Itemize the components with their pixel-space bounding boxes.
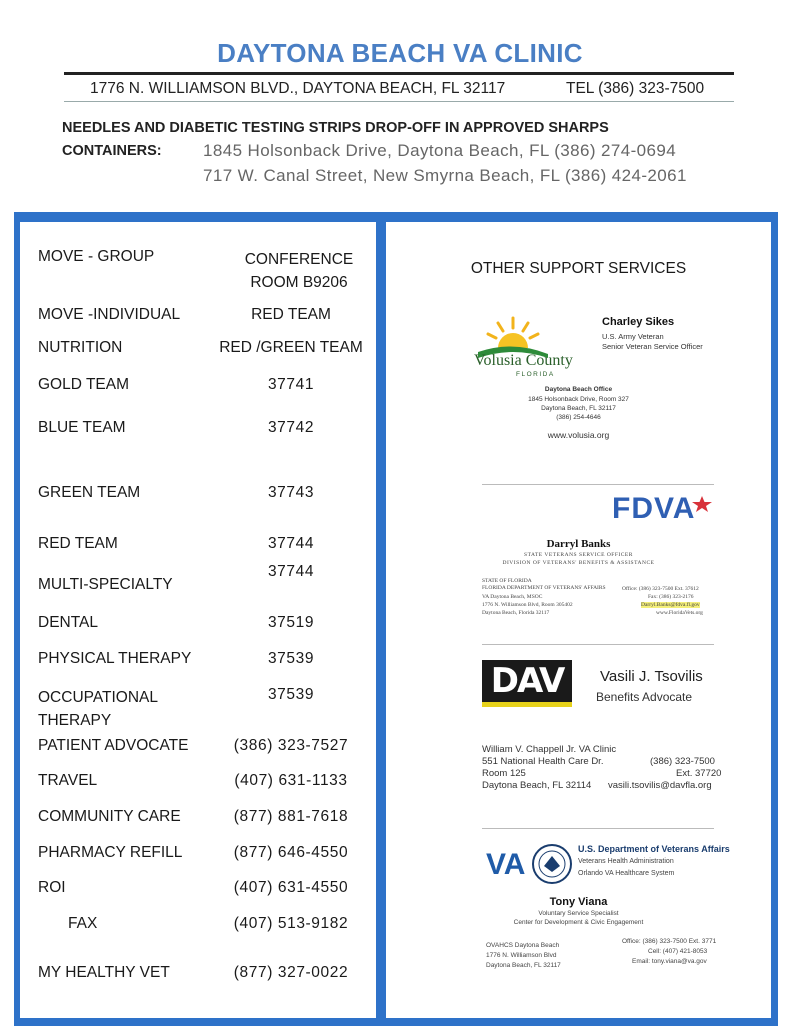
va-left2: 1776 N. Williamson Blvd <box>486 952 557 959</box>
dav-addr3: Room 125 <box>482 768 526 779</box>
dropoff-location-2: 717 W. Canal Street, New Smyrna Beach, FL (386) 424-2061 <box>203 166 687 185</box>
dir-value: 37519 <box>267 614 315 631</box>
dir-name: BLUE TEAM <box>38 419 126 436</box>
dir-value: (407) 513-9182 <box>233 915 349 932</box>
dir-name: COMMUNITY CARE <box>38 808 181 825</box>
clinic-phone: TEL (386) 323-7500 <box>566 80 705 97</box>
va-title2: Center for Development & Civic Engagement <box>513 919 644 926</box>
fdva-right3[interactable]: Darryl.Banks@fdva.fl.gov <box>641 602 700 608</box>
fdva-left3: VA Daytona Beach, MSOC <box>482 594 543 600</box>
dir-value: (877) 646-4550 <box>233 844 349 861</box>
dir-value: 37539 <box>267 686 315 703</box>
fdva-left2: FLORIDA DEPARTMENT OF VETERANS' AFFAIRS <box>482 585 606 591</box>
fdva-right4[interactable]: www.FloridaVets.org <box>656 610 703 616</box>
dir-name: GREEN TEAM <box>38 484 141 501</box>
fdva-left4: 1776 N. Williamson Blvd, Room 305402 <box>482 602 573 608</box>
dav-logo-text: DAV <box>490 661 564 701</box>
va-department: U.S. Department of Veterans Affairs <box>578 844 730 854</box>
va-logo: VA <box>486 848 526 881</box>
dav-addr1: William V. Chappell Jr. VA Clinic <box>482 744 617 755</box>
volusia-contact-name: Charley Sikes <box>602 316 675 328</box>
dir-name: PHYSICAL THERAPY <box>38 650 192 667</box>
dav-logo <box>482 660 572 702</box>
dir-name: TRAVEL <box>38 772 98 789</box>
dir-name: FAX <box>68 915 98 932</box>
card-divider <box>482 484 714 485</box>
volusia-phone: (386) 254-4646 <box>556 414 601 421</box>
fdva-contact-name: Darryl Banks <box>546 538 611 550</box>
volusia-contact-line1: U.S. Army Veteran <box>602 332 664 341</box>
card-divider <box>482 828 714 829</box>
va-sub2: Orlando VA Healthcare System <box>578 870 675 877</box>
dav-contact-title: Benefits Advocate <box>596 690 693 704</box>
va-right3[interactable]: Email: tony.viana@va.gov <box>632 958 707 965</box>
card-divider <box>482 644 714 645</box>
dav-contact-name: Vasili J. Tsovilis <box>600 668 703 685</box>
volusia-url[interactable]: www.volusia.org <box>547 430 610 440</box>
dir-name: MOVE -INDIVIDUAL <box>38 306 181 323</box>
directory-frame <box>14 212 778 1026</box>
extensions-panel <box>20 222 376 1018</box>
fdva-right2: Fax: (386) 323-2176 <box>648 594 694 600</box>
sharps-notice: NEEDLES AND DIABETIC TESTING STRIPS DROP-OFF IN APPROVED SHARPS <box>62 120 609 136</box>
fdva-left5: Daytona Beach, Florida 32117 <box>482 610 550 616</box>
dir-name: DENTAL <box>38 614 99 631</box>
dir-value: 37743 <box>267 484 315 501</box>
dav-email[interactable]: vasili.tsovilis@davfla.org <box>608 780 712 791</box>
fdva-star-icon <box>691 496 713 512</box>
clinic-title: DAYTONA BEACH VA CLINIC <box>217 38 583 68</box>
dir-value: (407) 631-4550 <box>233 879 349 896</box>
volusia-addr2: Daytona Beach, FL 32117 <box>541 405 616 412</box>
dav-addr4: Daytona Beach, FL 32114 <box>482 780 592 791</box>
va-title1: Voluntary Service Specialist <box>538 910 619 917</box>
support-services-panel <box>386 222 771 1018</box>
clinic-address: 1776 N. WILLIAMSON BLVD., DAYTONA BEACH, FL 32117 <box>90 80 506 97</box>
fdva-left1: STATE OF FLORIDA <box>482 578 532 584</box>
volusia-addr1: 1845 Holsonback Drive, Room 327 <box>528 396 629 403</box>
dir-value: 37742 <box>267 419 315 436</box>
dir-name: NUTRITION <box>38 339 123 356</box>
dir-value: (407) 631-1133 <box>234 772 348 789</box>
dir-name: PHARMACY REFILL <box>38 844 183 861</box>
va-left3: Daytona Beach, FL 32117 <box>486 962 561 969</box>
fdva-logo: FDVA <box>612 492 696 525</box>
containers-label: CONTAINERS: <box>62 143 162 159</box>
header-divider-thin <box>64 101 734 102</box>
dir-value: CONFERENCE ROOM B9206 <box>244 251 354 291</box>
va-left1: OVAHCS Daytona Beach <box>486 942 560 949</box>
dir-value: RED TEAM <box>251 306 331 323</box>
volusia-logo-sub: FLORIDA <box>516 371 555 378</box>
dropoff-location-1: 1845 Holsonback Drive, Daytona Beach, FL (386) 274-0694 <box>203 141 677 160</box>
dir-value: (877) 881-7618 <box>233 808 349 825</box>
volusia-office: Daytona Beach Office <box>544 386 613 393</box>
volusia-logo-text: Volusia County <box>474 352 573 369</box>
dir-name: ROI <box>38 879 66 896</box>
header-divider <box>64 72 734 75</box>
dir-value: 37744 <box>267 535 315 552</box>
dir-value: RED /GREEN TEAM <box>219 339 363 356</box>
va-contact-name: Tony Viana <box>549 896 608 908</box>
dir-name: MY HEALTHY VET <box>38 964 170 981</box>
dir-value: 37741 <box>267 376 315 393</box>
fdva-title2: DIVISION OF VETERANS' BENEFITS & ASSISTANCE <box>502 560 655 566</box>
dav-addr2: 551 National Health Care Dr. <box>482 756 604 767</box>
dav-phone: (386) 323-7500 <box>650 756 715 767</box>
dav-ext: Ext. 37720 <box>676 768 722 779</box>
dir-name: MULTI-SPECIALTY <box>38 576 173 593</box>
fdva-title1: STATE VETERANS SERVICE OFFICER <box>524 552 633 558</box>
dir-value: (386) 323-7527 <box>233 737 349 754</box>
va-right1: Office: (386) 323-7500 Ext. 3771 <box>622 938 717 945</box>
fdva-right1: Office: (386) 323-7500 Ext. 37612 <box>622 586 699 592</box>
support-title: OTHER SUPPORT SERVICES <box>470 260 687 277</box>
va-right2: Cell: (407) 421-8053 <box>648 948 708 955</box>
dir-name: RED TEAM <box>38 535 118 552</box>
dir-name: GOLD TEAM <box>38 376 130 393</box>
dir-name: OCCUPATIONAL THERAPY <box>38 689 158 729</box>
va-seal-icon <box>532 844 572 884</box>
dir-name: MOVE - GROUP <box>38 248 155 265</box>
va-sub1: Veterans Health Administration <box>578 858 674 865</box>
volusia-contact-line2: Senior Veteran Service Officer <box>602 342 703 351</box>
dir-value: (877) 327-0022 <box>233 964 349 981</box>
dir-name: PATIENT ADVOCATE <box>38 737 189 754</box>
dav-logo-band <box>482 702 572 707</box>
dir-value: 37744 <box>267 563 315 580</box>
dir-value: 37539 <box>267 650 315 667</box>
